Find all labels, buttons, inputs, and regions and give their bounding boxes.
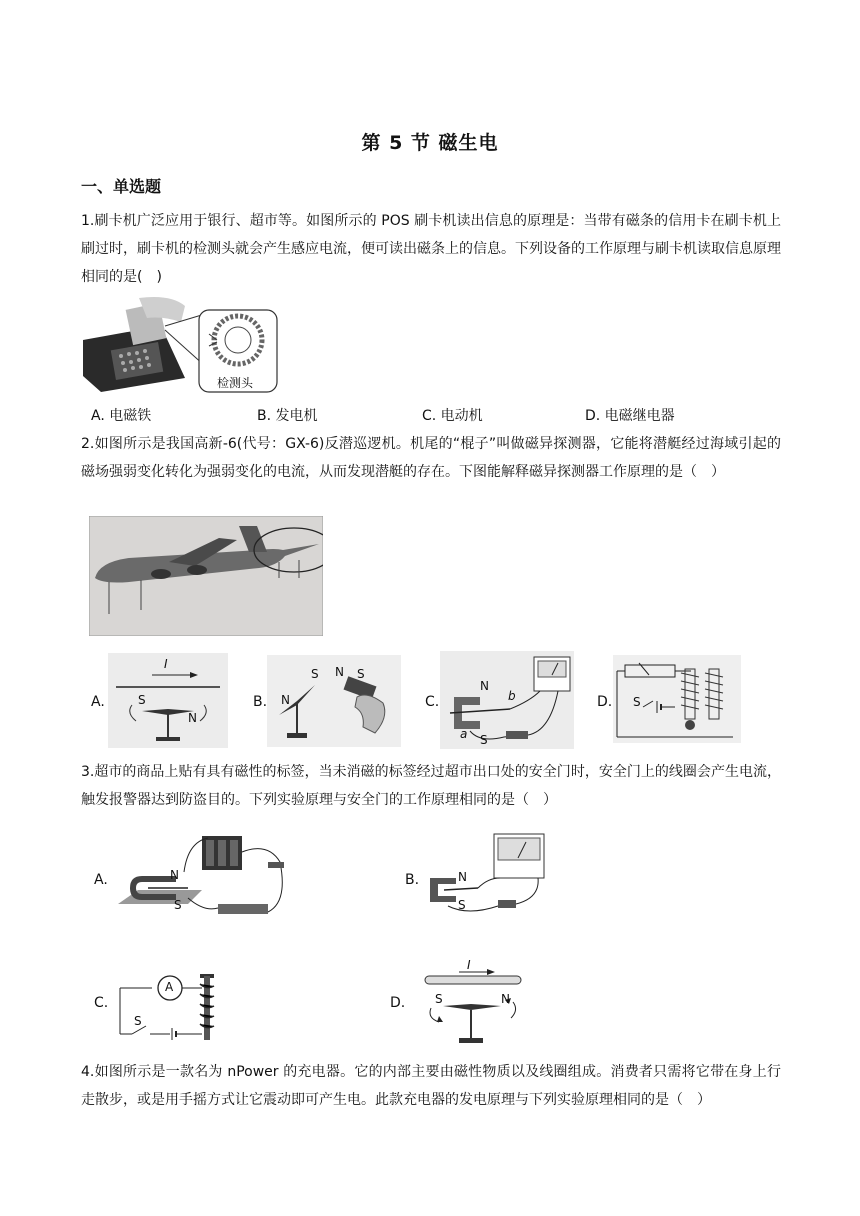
q3d-n-label: N bbox=[501, 992, 510, 1006]
q2a-current-label: I bbox=[164, 657, 168, 671]
q3c-switch-label: S bbox=[134, 1014, 142, 1028]
patrol-aircraft-photo bbox=[89, 516, 323, 636]
q1-option-c[interactable]: C. 电动机 bbox=[422, 408, 483, 424]
q3b-s-label: S bbox=[458, 898, 466, 912]
q3-option-b-label[interactable]: B. bbox=[405, 872, 420, 888]
q2a-s-label: S bbox=[138, 693, 146, 707]
q3b-n-label: N bbox=[458, 870, 467, 884]
q3-figure-d-oersted[interactable] bbox=[415, 958, 527, 1046]
q2-figure-c-induction[interactable] bbox=[440, 651, 574, 749]
q2d-s-label: S bbox=[633, 695, 641, 709]
q3a-s-label: S bbox=[174, 898, 182, 912]
q2c-s-label: S bbox=[480, 733, 488, 747]
q2-option-b-label[interactable]: B. bbox=[253, 694, 268, 710]
q2-option-d-label[interactable]: D. bbox=[597, 694, 613, 710]
q2b-s-label: S bbox=[311, 667, 319, 681]
q2-option-c-label[interactable]: C. bbox=[425, 694, 440, 710]
question-4-text: 4.如图所示是一款名为 nPower 的充电器。它的内部主要由磁性物质以及线圈组成。消费者只需将它带在身上行走散步，或是用手摇方式让它震动即可产生电。此款充电器的发电原理与下列实验原理相同的是（ ） bbox=[81, 1064, 781, 1108]
detection-head-label: 检测头 bbox=[217, 376, 254, 390]
q2b-magnet-n-label: N bbox=[335, 665, 344, 679]
q3-option-c-label[interactable]: C. bbox=[94, 995, 109, 1011]
question-1-text: 1.刷卡机广泛应用于银行、超市等。如图所示的 POS 刷卡机读出信息的原理是：当带有磁条的信用卡在刷卡机上刷过时，刷卡机的检测头就会产生感应电流，便可读出磁条上的信息。下列设备的工作原理与刷卡机读取信息原理相同的是( ) bbox=[81, 213, 781, 285]
q2-figure-d-electromagnet[interactable] bbox=[613, 655, 741, 743]
q2b-magnet-s-label: S bbox=[357, 667, 365, 681]
q3-option-d-label[interactable]: D. bbox=[390, 995, 406, 1011]
q3-figure-b-galvanometer[interactable] bbox=[428, 832, 548, 922]
q3d-s-label: S bbox=[435, 992, 443, 1006]
q3c-ammeter-label: A bbox=[165, 980, 174, 994]
q3d-current-label: I bbox=[467, 958, 471, 972]
q3-figure-a-motor[interactable] bbox=[118, 832, 292, 922]
q3-figure-c-electromagnet[interactable] bbox=[116, 968, 226, 1044]
question-3-text: 3.超市的商品上贴有具有磁性的标签，当未消磁的标签经过超市出口处的安全门时，安全门上的线圈会产生电流，触发报警器达到防盗目的。下列实验原理与安全门的工作原理相同的是（ ） bbox=[81, 764, 781, 808]
question-2-text: 2.如图所示是我国高新-6(代号：GX-6)反潜巡逻机。机尾的“棍子”叫做磁异探测器，它能将潜艇经过海域引起的磁场强弱变化转化为强弱变化的电流，从而发现潜艇的存在。下图能解释磁异探测器工作原理的是（ ） bbox=[81, 436, 781, 480]
pos-terminal-figure bbox=[81, 296, 281, 394]
q2c-a-label: a bbox=[460, 727, 468, 741]
q2-figure-a-oersted[interactable] bbox=[108, 653, 228, 748]
page-title: 第 5 节 磁生电 bbox=[361, 132, 499, 154]
section-heading: 一、单选题 bbox=[81, 177, 162, 196]
q1-option-b[interactable]: B. 发电机 bbox=[257, 408, 318, 424]
q1-option-a[interactable]: A. 电磁铁 bbox=[91, 408, 152, 424]
q2c-n-label: N bbox=[480, 679, 489, 693]
q1-option-d[interactable]: D. 电磁继电器 bbox=[585, 408, 675, 424]
q2-option-a-label[interactable]: A. bbox=[91, 694, 105, 710]
q2c-b-label: b bbox=[508, 689, 516, 703]
q3a-n-label: N bbox=[170, 868, 179, 882]
q2a-n-label: N bbox=[188, 711, 197, 725]
q3-option-a-label[interactable]: A. bbox=[94, 872, 108, 888]
q2-figure-b-magnets[interactable] bbox=[267, 655, 401, 747]
q2b-n-label: N bbox=[281, 693, 290, 707]
